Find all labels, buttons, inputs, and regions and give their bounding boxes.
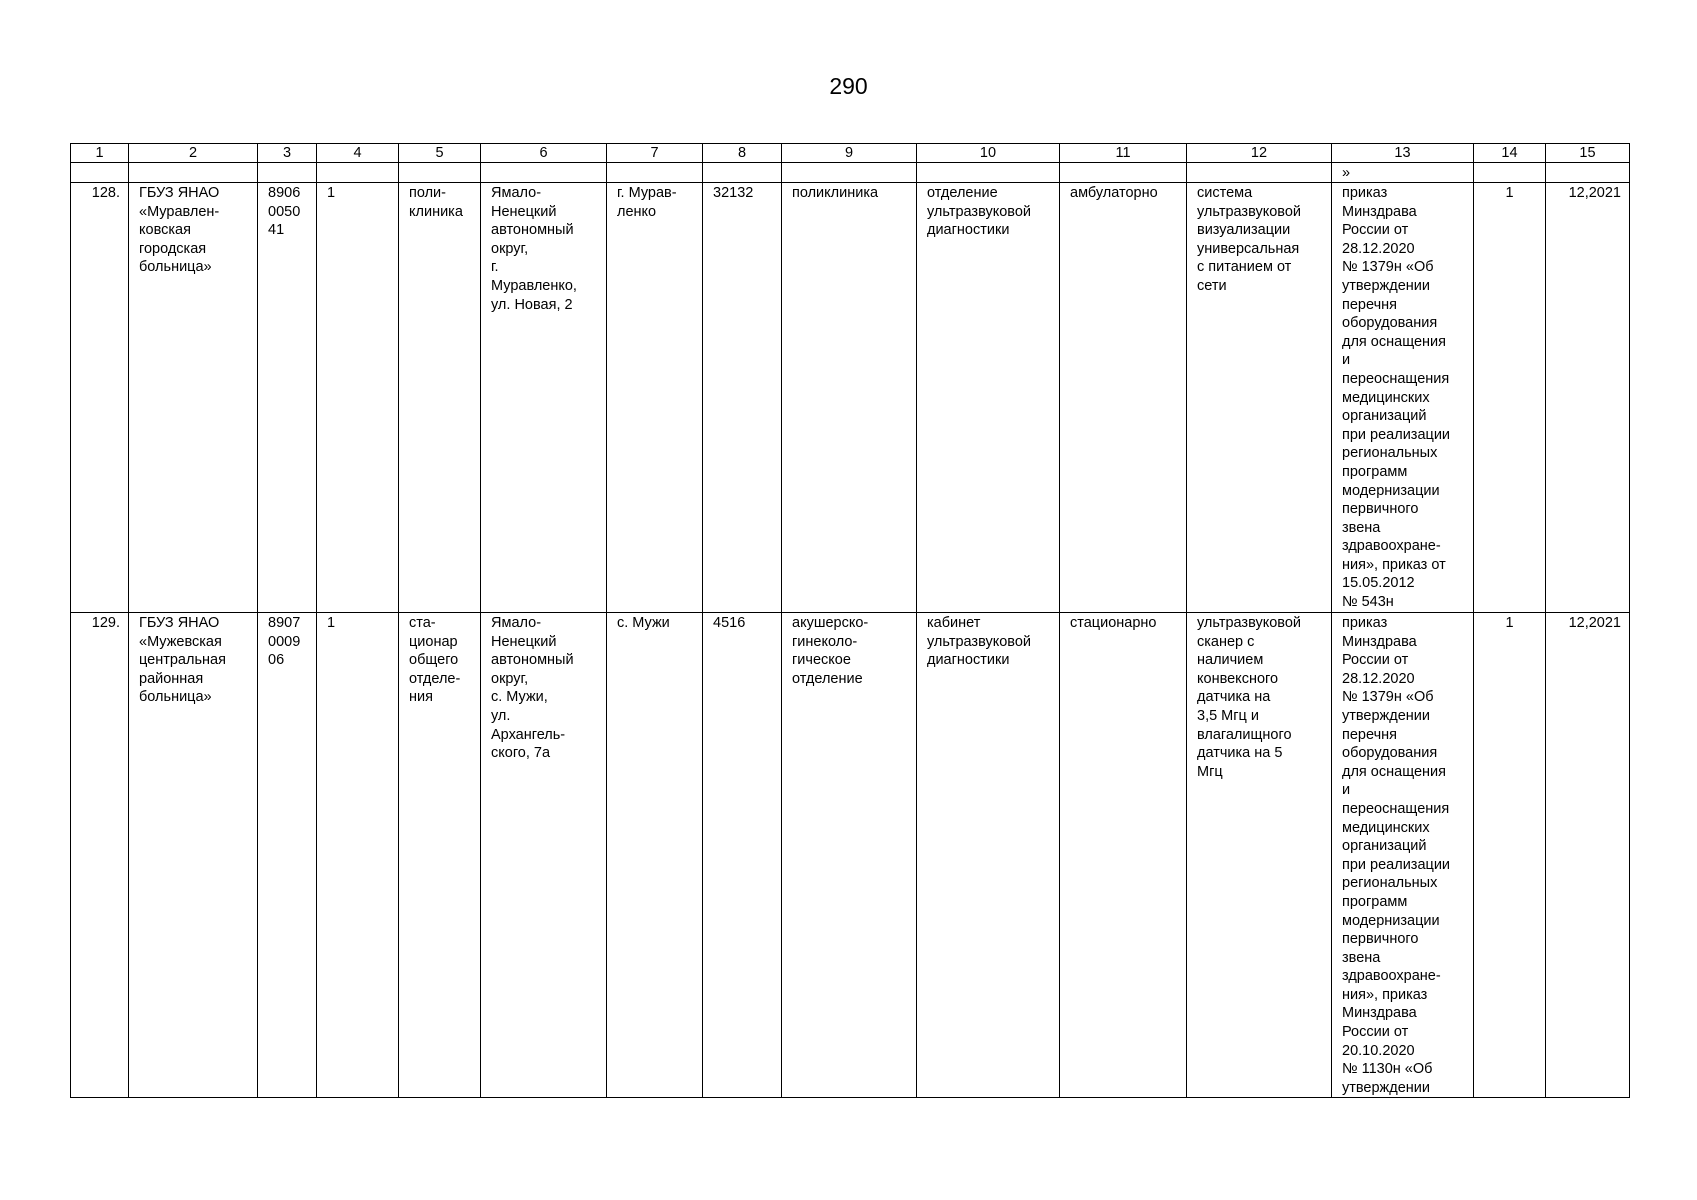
row-number: 129. [71, 613, 129, 1098]
table-cell [1546, 163, 1630, 183]
department: отделение ультразвуковой диагностики [917, 183, 1060, 613]
subdivision: акушерско- гинеколо- гическое отделение [782, 613, 917, 1098]
column-number-row [71, 144, 1630, 163]
organization-code: 8906 0050 41 [258, 183, 317, 613]
column-header: 12 [1187, 144, 1332, 163]
column-header: 6 [481, 144, 607, 163]
unit-type: поли- клиника [399, 183, 481, 613]
table-cell [782, 163, 917, 183]
column-header: 7 [607, 144, 703, 163]
page-number: 290 [829, 73, 868, 99]
column-header: 15 [1546, 144, 1630, 163]
table-cell [1187, 163, 1332, 183]
column-header: 2 [129, 144, 258, 163]
subdivision: поликлиника [782, 183, 917, 613]
regulatory-basis: приказ Минздрава России от 28.12.2020 № 1379н «Об утверждении перечня оборудования для оснащения и переоснащения медицинских организаций при реализации региональных программ модернизации первичного звена здравоохране- ния», приказ Минздрава России от 20.10.2020 № 1130н «Об утверждении [1332, 613, 1474, 1098]
column-header: 4 [317, 144, 399, 163]
table-cell [703, 163, 782, 183]
table-cell [607, 163, 703, 183]
table-row [71, 183, 1630, 613]
column-header: 1 [71, 144, 129, 163]
locality: с. Мужи [607, 613, 703, 1098]
continuation-row [71, 163, 1630, 183]
quantity: 1 [1474, 613, 1546, 1098]
column-header: 3 [258, 144, 317, 163]
continuation-mark: » [1332, 163, 1474, 183]
table-cell [1474, 163, 1546, 183]
table-row [71, 613, 1630, 1098]
address: Ямало- Ненецкий автономный округ, г. Муравленко, ул. Новая, 2 [481, 183, 607, 613]
table-cell [317, 163, 399, 183]
row-number: 128. [71, 183, 129, 613]
table-cell [917, 163, 1060, 183]
department: кабинет ультразвуковой диагностики [917, 613, 1060, 1098]
table-cell: 1 [317, 183, 399, 613]
table-cell [481, 163, 607, 183]
care-conditions: амбулаторно [1060, 183, 1187, 613]
table-cell [399, 163, 481, 183]
column-header: 14 [1474, 144, 1546, 163]
column-header: 8 [703, 144, 782, 163]
quantity: 1 [1474, 183, 1546, 613]
delivery-date: 12,2021 [1546, 613, 1630, 1098]
equipment-name: ультразвуковой сканер с наличием конвексного датчика на 3,5 Мгц и влагалищного датчика на 5 Мгц [1187, 613, 1332, 1098]
address: Ямало- Ненецкий автономный округ, с. Мужи, ул. Архангель- ского, 7а [481, 613, 607, 1098]
organization-code: 8907 0009 06 [258, 613, 317, 1098]
column-header: 11 [1060, 144, 1187, 163]
equipment-name: система ультразвуковой визуализации универсальная с питанием от сети [1187, 183, 1332, 613]
column-header: 10 [917, 144, 1060, 163]
organization-name: ГБУЗ ЯНАО «Муравлен- ковская городская больница» [129, 183, 258, 613]
organization-name: ГБУЗ ЯНАО «Мужевская центральная районная больница» [129, 613, 258, 1098]
delivery-date: 12,2021 [1546, 183, 1630, 613]
column-header: 5 [399, 144, 481, 163]
locality: г. Мурав- ленко [607, 183, 703, 613]
care-conditions: стационарно [1060, 613, 1187, 1098]
table-cell [71, 163, 129, 183]
column-header: 13 [1332, 144, 1474, 163]
column-header: 9 [782, 144, 917, 163]
equipment-table [70, 143, 1630, 1098]
table-cell [129, 163, 258, 183]
table-cell [258, 163, 317, 183]
table-cell [1060, 163, 1187, 183]
population: 4516 [703, 613, 782, 1098]
table-cell: 1 [317, 613, 399, 1098]
unit-type: ста- ционар общего отделе- ния [399, 613, 481, 1098]
population: 32132 [703, 183, 782, 613]
regulatory-basis: приказ Минздрава России от 28.12.2020 № 1379н «Об утверждении перечня оборудования для оснащения и переоснащения медицинских организаций при реализации региональных программ модернизации первичного звена здравоохране- ния», приказ от 15.05.2012 № 543н [1332, 183, 1474, 613]
